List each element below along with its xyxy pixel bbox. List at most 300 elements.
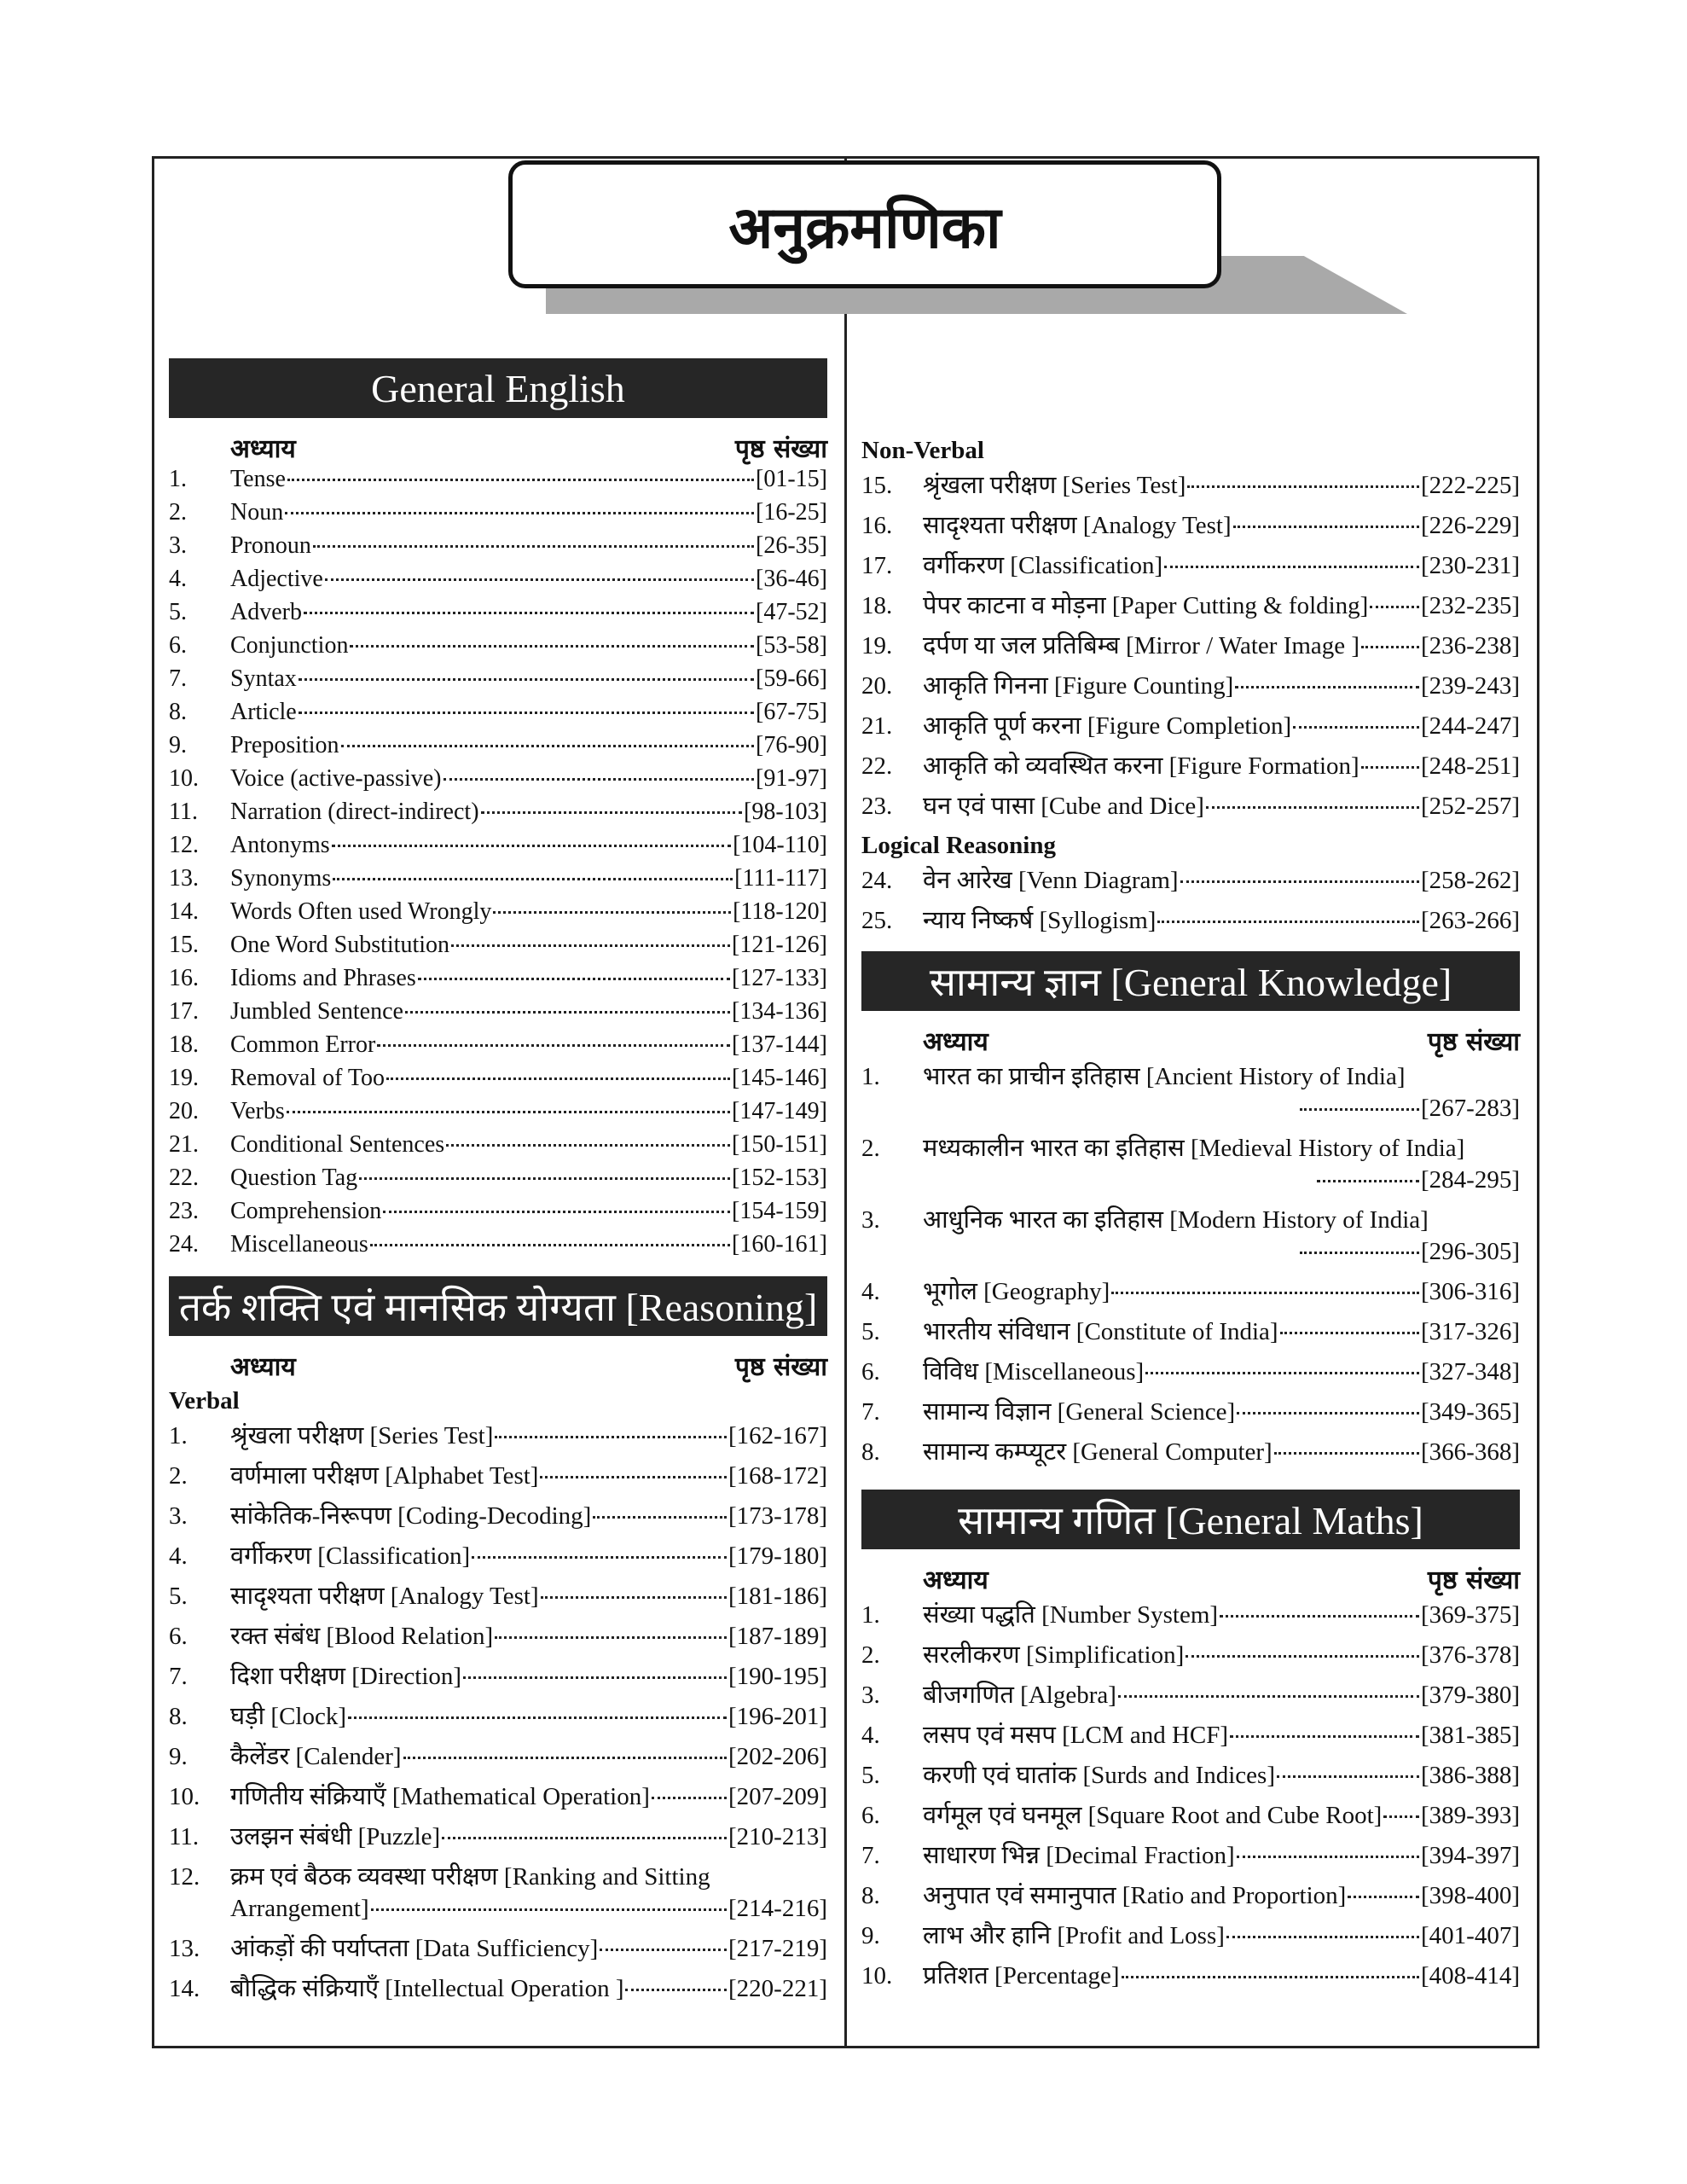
toc-entry[interactable]	[861, 1717, 1520, 1757]
entry-pages: [327-348]	[1421, 1358, 1520, 1385]
entry-title: आकृति को व्यवस्थित करना [Figure Formation]	[923, 752, 1359, 780]
entry-pages: [306-316]	[1421, 1278, 1520, 1305]
entry-title: Conjunction	[230, 632, 349, 659]
entry-pages: [118-120]	[733, 898, 827, 925]
gk-list	[861, 1274, 1520, 1474]
toc-entry[interactable]	[861, 1798, 1520, 1838]
entry-pages: [236-238]	[1421, 632, 1520, 659]
page-header: पृष्ठ संख्या	[1427, 1565, 1520, 1595]
entry-number: 7.	[169, 665, 187, 692]
entry-pages: [91-97]	[756, 765, 827, 792]
entry-number: 2.	[169, 499, 187, 526]
entry-number: 12.	[169, 832, 199, 858]
leader-dots	[285, 512, 754, 514]
entry-number: 3.	[169, 532, 187, 559]
leader-dots	[371, 1908, 727, 1911]
entry-title: Voice (active-passive)	[230, 765, 442, 792]
leader-dots	[1226, 1936, 1419, 1938]
entry-pages: [127-133]	[732, 965, 827, 991]
leader-dots	[593, 1516, 727, 1519]
leader-dots	[541, 1596, 727, 1599]
section-heading-gk: सामान्य ज्ञान [General Knowledge]	[861, 951, 1520, 1011]
entry-title: विविध [Miscellaneous]	[923, 1358, 1145, 1385]
leader-dots	[1280, 1332, 1419, 1334]
toc-entry[interactable]	[169, 632, 827, 665]
entry-number: 9.	[169, 1743, 188, 1770]
toc-entry[interactable]	[169, 532, 827, 566]
leader-dots	[1186, 1655, 1419, 1658]
entry-title: वेन आरेख [Venn Diagram]	[923, 867, 1179, 894]
leader-dots	[1157, 921, 1419, 923]
entry-pages: [349-365]	[1421, 1398, 1520, 1426]
entry-title: बौद्धिक संक्रियाएँ [Intellectual Operation ]	[230, 1975, 624, 2002]
leader-dots	[403, 1757, 727, 1759]
entry-number: 18.	[169, 1031, 199, 1058]
entry-number: 14.	[169, 1975, 200, 2002]
leader-dots	[386, 1077, 730, 1080]
leader-dots	[313, 545, 754, 548]
entry-title: आकृति गिनना [Figure Counting]	[923, 672, 1234, 700]
toc-entry[interactable]	[861, 788, 1520, 828]
entry-number: 7.	[169, 1663, 188, 1690]
toc-entry[interactable]	[861, 1838, 1520, 1878]
leader-dots	[299, 712, 754, 714]
entry-title: Preposition	[230, 732, 339, 758]
entry-line-2	[861, 1095, 1520, 1130]
entry-pages: [296-305]	[1421, 1238, 1520, 1265]
entry-pages: [389-393]	[1421, 1802, 1520, 1829]
section-heading-reasoning: तर्क शक्ति एवं मानसिक योग्यता [Reasoning]	[169, 1276, 827, 1336]
toc-entry[interactable]	[169, 1198, 827, 1231]
entry-pages: [401-407]	[1421, 1922, 1520, 1949]
page-title: अनुक्रमणिका	[728, 194, 1001, 262]
toc-entry[interactable]	[861, 1314, 1520, 1354]
toc-entry[interactable]	[861, 1274, 1520, 1314]
leader-dots	[625, 1989, 727, 1991]
toc-entry[interactable]	[169, 1971, 827, 2011]
leader-dots	[304, 612, 754, 614]
entry-title: सादृश्यता परीक्षण [Analogy Test]	[230, 1583, 539, 1610]
section-heading-maths: सामान्य गणित [General Maths]	[861, 1490, 1520, 1549]
entry-pages: [207-209]	[728, 1783, 827, 1810]
toc-entry[interactable]	[169, 1098, 827, 1131]
entry-title: श्रृंखला परीक्षण [Series Test]	[923, 472, 1186, 499]
entry-pages: [179-180]	[728, 1542, 827, 1570]
toc-entry[interactable]	[861, 468, 1520, 508]
entry-title: Tense	[230, 466, 286, 492]
entry-pages: [202-206]	[728, 1743, 827, 1770]
entry-pages: [226-229]	[1421, 512, 1520, 539]
leader-dots	[443, 778, 755, 781]
entry-pages: [394-397]	[1421, 1842, 1520, 1869]
entry-pages: [230-231]	[1421, 552, 1520, 579]
leader-dots	[1277, 1775, 1419, 1778]
toc-entry[interactable]	[861, 1130, 1520, 1202]
entry-number: 6.	[861, 1802, 880, 1829]
leader-dots	[350, 645, 754, 648]
toc-entry[interactable]	[861, 1757, 1520, 1798]
entry-title-continued: Arrangement]	[230, 1895, 369, 1922]
entry-number: 22.	[861, 752, 893, 780]
entry-title: Verbs	[230, 1098, 285, 1124]
entry-pages: [239-243]	[1421, 672, 1520, 700]
leader-dots	[1145, 1372, 1419, 1374]
leader-dots	[1237, 1412, 1419, 1414]
leader-dots	[377, 1044, 730, 1047]
entry-number: 8.	[861, 1438, 880, 1466]
entry-title: गणितीय संक्रियाएँ [Mathematical Operation]	[230, 1783, 650, 1810]
entry-title: Noun	[230, 499, 284, 526]
toc-entry[interactable]	[169, 1739, 827, 1779]
toc-entry[interactable]	[169, 1418, 827, 1458]
entry-title: Common Error	[230, 1031, 376, 1058]
entry-title: दर्पण या जल प्रतिबिम्ब [Mirror / Water Image ]	[923, 632, 1360, 659]
page-header: पृष्ठ संख्या	[734, 433, 827, 464]
entry-number: 25.	[861, 907, 893, 934]
leader-dots	[1300, 1108, 1419, 1111]
chapter-header: अध्याय	[230, 433, 296, 464]
leader-dots	[332, 845, 731, 847]
entry-pages: [398-400]	[1421, 1882, 1520, 1909]
entry-number: 16.	[861, 512, 893, 539]
entry-pages: [145-146]	[732, 1065, 827, 1091]
entry-title: सादृश्यता परीक्षण [Analogy Test]	[923, 512, 1232, 539]
entry-number: 3.	[169, 1502, 188, 1530]
entry-pages: [263-266]	[1421, 907, 1520, 934]
entry-pages: [150-151]	[732, 1131, 827, 1158]
entry-title: One Word Substitution	[230, 932, 450, 958]
entry-number: 1.	[169, 466, 187, 492]
toc-entry[interactable]	[169, 1458, 827, 1498]
entry-number: 14.	[169, 898, 199, 925]
entry-pages: [214-216]	[728, 1895, 827, 1922]
entry-number: 1.	[861, 1601, 880, 1629]
left-column	[169, 358, 827, 2011]
entry-number: 4.	[169, 566, 187, 592]
leader-dots	[348, 1716, 727, 1719]
entry-title: बीजगणित [Algebra]	[923, 1682, 1116, 1709]
entry-number: 19.	[169, 1065, 199, 1091]
entry-number: 24.	[861, 867, 893, 894]
entry-number: 17.	[169, 998, 199, 1025]
entry-pages: [36-46]	[756, 566, 827, 592]
entry-title: अनुपात एवं समानुपात [Ratio and Proportion]	[923, 1882, 1347, 1909]
leader-dots	[493, 911, 731, 914]
entry-pages: [187-189]	[728, 1623, 827, 1650]
toc-entry[interactable]	[861, 548, 1520, 588]
entry-number: 1.	[861, 1063, 880, 1090]
entry-title: आकृति पूर्ण करना [Figure Completion]	[923, 712, 1292, 740]
toc-entry[interactable]	[169, 998, 827, 1031]
entry-pages: [217-219]	[728, 1935, 827, 1962]
entry-number: 19.	[861, 632, 893, 659]
leader-dots	[1317, 1180, 1419, 1182]
entry-title: साधारण भिन्न [Decimal Fraction]	[923, 1842, 1235, 1869]
toc-entry[interactable]	[169, 1065, 827, 1098]
leader-dots	[299, 678, 754, 681]
right-column	[861, 433, 1520, 1998]
entry-number: 1.	[169, 1422, 188, 1449]
leader-dots	[1111, 1292, 1419, 1294]
toc-entry[interactable]	[169, 832, 827, 865]
toc-entry[interactable]	[169, 499, 827, 532]
toc-entry[interactable]	[169, 1618, 827, 1658]
leader-dots	[472, 1556, 727, 1559]
leader-dots	[1230, 1735, 1419, 1738]
entry-title: आधुनिक भारत का इतिहास [Modern History of India]	[923, 1206, 1429, 1234]
toc-entry[interactable]	[169, 599, 827, 632]
entry-number: 7.	[861, 1398, 880, 1426]
entry-number: 3.	[861, 1682, 880, 1709]
entry-number: 20.	[861, 672, 893, 700]
leader-dots	[446, 1144, 730, 1147]
toc-entry[interactable]	[169, 865, 827, 898]
toc-entry[interactable]	[169, 765, 827, 799]
toc-entry[interactable]	[861, 508, 1520, 548]
entry-title: सरलीकरण [Simplification]	[923, 1641, 1185, 1669]
leader-dots	[287, 1111, 730, 1113]
entry-number: 6.	[861, 1358, 880, 1385]
entry-title: Idioms and Phrases	[230, 965, 416, 991]
page-header: पृष्ठ संख्या	[1427, 1026, 1520, 1057]
leader-dots	[540, 1476, 727, 1478]
toc-entry[interactable]	[861, 628, 1520, 668]
leader-dots	[1348, 1896, 1419, 1898]
entry-pages: [267-283]	[1421, 1095, 1520, 1122]
section-heading-english: General English	[169, 358, 827, 418]
leader-dots	[1293, 726, 1419, 729]
entry-pages: [366-368]	[1421, 1438, 1520, 1466]
toc-entry[interactable]	[169, 665, 827, 699]
toc-entry[interactable]	[861, 1677, 1520, 1717]
toc-entry[interactable]	[861, 1059, 1520, 1130]
entry-title: सांकेतिक-निरूपण [Coding-Decoding]	[230, 1502, 592, 1530]
entry-number: 21.	[169, 1131, 199, 1158]
gk-two-line-list	[861, 1059, 1520, 1274]
toc-entry[interactable]	[169, 1699, 827, 1739]
verbal-list-continued	[169, 1931, 827, 2011]
toc-entry[interactable]	[169, 1819, 827, 1859]
entry-pages: [381-385]	[1421, 1722, 1520, 1749]
entry-number: 15.	[861, 472, 893, 499]
toc-entry[interactable]	[861, 1394, 1520, 1434]
leader-dots	[1206, 806, 1419, 809]
toc-entry[interactable]	[169, 1231, 827, 1264]
entry-title: Miscellaneous	[230, 1231, 368, 1258]
leader-dots	[418, 978, 730, 980]
entry-title: Narration (direct-indirect)	[230, 799, 479, 825]
leader-dots	[1237, 1856, 1419, 1858]
leader-dots	[325, 578, 754, 581]
toc-entry[interactable]	[169, 1131, 827, 1165]
verbal-list	[169, 1418, 827, 1859]
entry-pages: [173-178]	[728, 1502, 827, 1530]
toc-entry[interactable]	[169, 1779, 827, 1819]
toc-entry[interactable]	[861, 1202, 1520, 1274]
leader-dots	[1180, 880, 1419, 883]
entry-title: Comprehension	[230, 1198, 382, 1224]
entry-pages: [76-90]	[756, 732, 827, 758]
leader-dots	[1118, 1695, 1419, 1698]
entry-number: 12.	[169, 1863, 200, 1891]
entry-pages: [220-221]	[728, 1975, 827, 2002]
toc-entry[interactable]	[169, 1031, 827, 1065]
toc-entry[interactable]	[861, 588, 1520, 628]
toc-entry-12[interactable]	[169, 1859, 827, 1931]
column-header	[169, 428, 827, 466]
entry-pages: [190-195]	[728, 1663, 827, 1690]
entry-title: Synonyms	[230, 865, 332, 892]
entry-number: 6.	[169, 632, 187, 659]
leader-dots	[370, 1244, 730, 1246]
toc-entry[interactable]	[169, 566, 827, 599]
toc-entry[interactable]	[169, 699, 827, 732]
entry-title: Pronoun	[230, 532, 311, 559]
chapter-header: अध्याय	[230, 1351, 296, 1382]
entry-title: Jumbled Sentence	[230, 998, 403, 1025]
entry-number: 5.	[169, 1583, 188, 1610]
leader-dots	[1383, 1815, 1419, 1818]
entry-pages: [154-159]	[732, 1198, 827, 1224]
entry-number: 7.	[861, 1842, 880, 1869]
toc-entry[interactable]	[169, 732, 827, 765]
toc-entry[interactable]	[861, 1434, 1520, 1474]
leader-dots	[495, 1636, 727, 1639]
leader-dots	[1235, 686, 1419, 688]
leader-dots	[1361, 766, 1419, 769]
entry-pages: [162-167]	[728, 1422, 827, 1449]
leader-dots	[1220, 1615, 1419, 1618]
leader-dots	[1300, 1252, 1419, 1254]
entry-number: 10.	[861, 1962, 893, 1989]
leader-dots	[451, 944, 730, 947]
leader-dots	[333, 878, 733, 880]
entry-pages: [98-103]	[744, 799, 827, 825]
toc-entry[interactable]	[169, 965, 827, 998]
toc-entry[interactable]	[861, 748, 1520, 788]
toc-entry[interactable]	[169, 1538, 827, 1578]
toc-entry[interactable]	[861, 903, 1520, 943]
toc-entry[interactable]	[861, 1878, 1520, 1918]
entry-title: लसप एवं मसप [LCM and HCF]	[923, 1722, 1229, 1749]
toc-entry[interactable]	[861, 1354, 1520, 1394]
toc-entry[interactable]	[861, 1918, 1520, 1958]
entry-title: Article	[230, 699, 297, 725]
entry-number: 2.	[169, 1462, 188, 1490]
leader-dots	[1122, 1976, 1419, 1978]
entry-pages: [317-326]	[1421, 1318, 1520, 1345]
column-header	[861, 1560, 1520, 1597]
entry-number: 2.	[861, 1641, 880, 1669]
entry-pages: [284-295]	[1421, 1166, 1520, 1194]
toc-entry[interactable]	[169, 1578, 827, 1618]
entry-pages: [408-414]	[1421, 1962, 1520, 1989]
toc-entry[interactable]	[169, 898, 827, 932]
leader-dots	[405, 1011, 730, 1014]
entry-title: न्याय निष्कर्ष [Syllogism]	[923, 907, 1157, 934]
entry-title: घड़ी [Clock]	[230, 1703, 347, 1730]
entry-title: सामान्य विज्ञान [General Science]	[923, 1398, 1236, 1426]
entry-pages: [147-149]	[732, 1098, 827, 1124]
leader-dots	[1187, 485, 1419, 488]
entry-title: उलझन संबंधी [Puzzle]	[230, 1823, 441, 1850]
entry-line-2	[861, 1238, 1520, 1274]
entry-number: 16.	[169, 965, 199, 991]
toc-entry[interactable]	[861, 708, 1520, 748]
entry-title: रक्त संबंध [Blood Relation]	[230, 1623, 494, 1650]
entry-title: प्रतिशत [Percentage]	[923, 1962, 1120, 1989]
nonverbal-list	[861, 468, 1520, 828]
group-label-verbal: Verbal	[169, 1386, 240, 1414]
entry-title: Words Often used Wrongly	[230, 898, 492, 925]
entry-title: Syntax	[230, 665, 297, 692]
entry-number: 15.	[169, 932, 199, 958]
maths-list	[861, 1597, 1520, 1998]
title-banner	[508, 160, 1221, 288]
entry-title: सामान्य कम्प्यूटर [General Computer]	[923, 1438, 1272, 1466]
entry-title: क्रम एवं बैठक व्यवस्था परीक्षण [Ranking and Sitting	[230, 1863, 710, 1891]
entry-pages: [232-235]	[1421, 592, 1520, 619]
leader-dots	[652, 1797, 727, 1799]
toc-entry[interactable]	[169, 1931, 827, 1971]
leader-dots	[1274, 1452, 1419, 1455]
entry-pages: [47-52]	[756, 599, 827, 625]
entry-number: 5.	[861, 1762, 880, 1789]
toc-entry[interactable]	[861, 668, 1520, 708]
entry-line-1	[861, 1059, 1520, 1095]
entry-pages: [222-225]	[1421, 472, 1520, 499]
entry-pages: [244-247]	[1421, 712, 1520, 740]
entry-title: दिशा परीक्षण [Direction]	[230, 1663, 462, 1690]
entry-pages: [53-58]	[756, 632, 827, 659]
entry-line-1	[861, 1130, 1520, 1166]
column-divider	[844, 156, 847, 2048]
leader-dots	[442, 1837, 727, 1839]
entry-pages: [376-378]	[1421, 1641, 1520, 1669]
entry-pages: [258-262]	[1421, 867, 1520, 894]
entry-number: 13.	[169, 1935, 200, 1962]
entry-pages: [152-153]	[732, 1165, 827, 1191]
entry-title: संख्या पद्धति [Number System]	[923, 1601, 1219, 1629]
toc-entry[interactable]	[169, 1165, 827, 1198]
toc-entry[interactable]	[169, 799, 827, 832]
entry-pages: [26-35]	[756, 532, 827, 559]
toc-entry[interactable]	[169, 1658, 827, 1699]
logical-list	[861, 863, 1520, 943]
toc-entry[interactable]	[861, 1637, 1520, 1677]
leader-dots	[495, 1436, 727, 1438]
entry-pages: [59-66]	[756, 665, 827, 692]
entry-number: 23.	[169, 1198, 199, 1224]
entry-title: लाभ और हानि [Profit and Loss]	[923, 1922, 1225, 1949]
toc-entry[interactable]	[861, 863, 1520, 903]
toc-entry[interactable]	[861, 1597, 1520, 1637]
toc-entry[interactable]	[169, 1498, 827, 1538]
entry-title: आंकड़ों की पर्याप्तता [Data Sufficiency]	[230, 1935, 599, 1962]
entry-title: Adjective	[230, 566, 323, 592]
entry-pages: [01-15]	[756, 466, 827, 492]
entry-number: 8.	[169, 699, 187, 725]
toc-entry[interactable]	[169, 932, 827, 965]
english-list	[169, 466, 827, 1264]
entry-pages: [168-172]	[728, 1462, 827, 1490]
entry-number: 24.	[169, 1231, 199, 1258]
entry-title: Antonyms	[230, 832, 330, 858]
leader-dots	[383, 1211, 730, 1213]
entry-title: वर्गमूल एवं घनमूल [Square Root and Cube Root]	[923, 1802, 1383, 1829]
toc-entry[interactable]	[861, 1958, 1520, 1998]
toc-entry[interactable]	[169, 466, 827, 499]
